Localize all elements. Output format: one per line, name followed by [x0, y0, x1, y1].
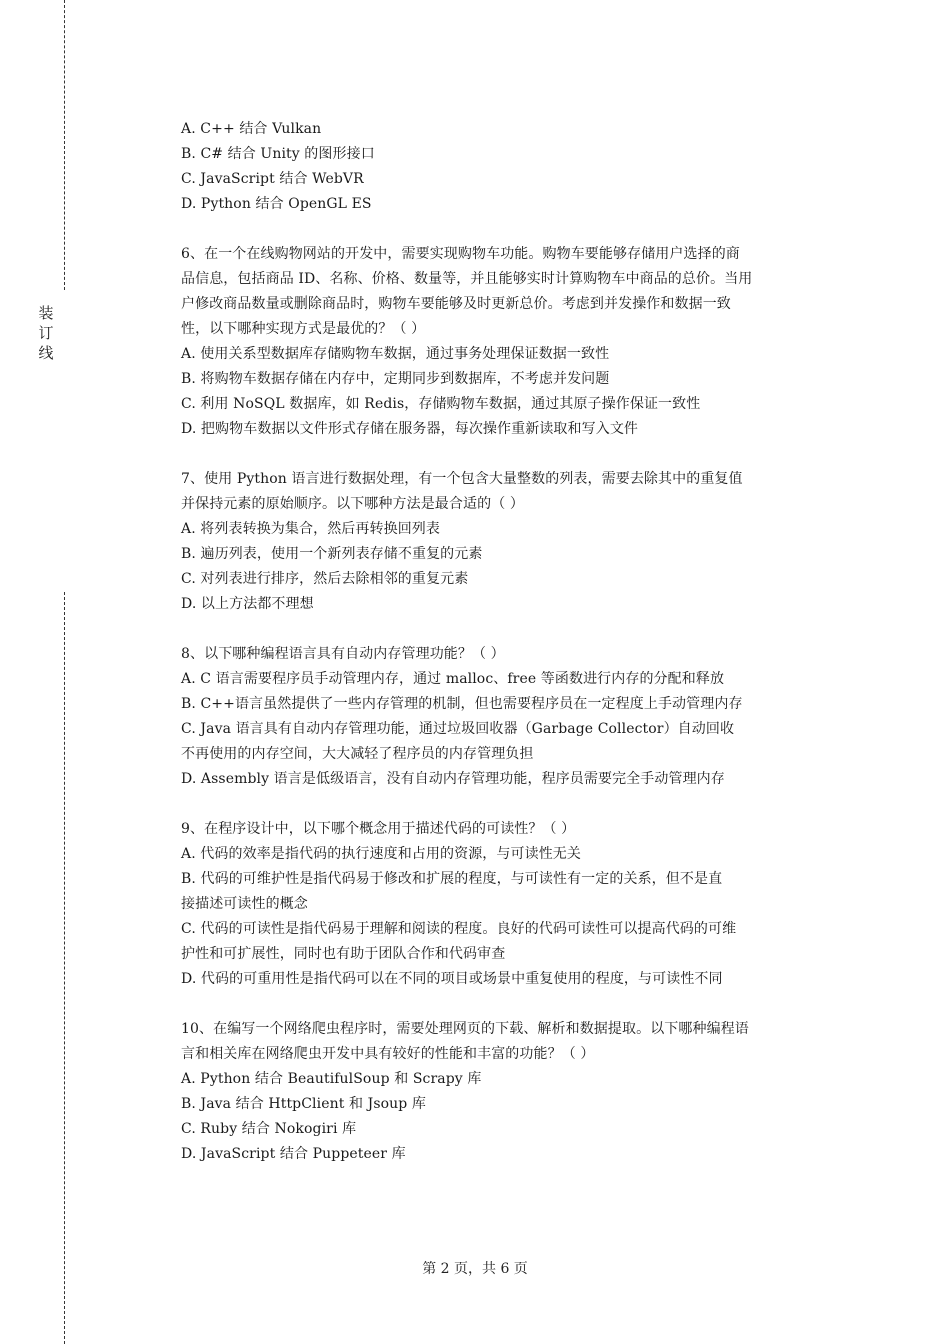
option-line: D. 代码的可重用性是指代码可以在不同的项目或场景中重复使用的程度，与可读性不同	[181, 971, 723, 987]
question-6	[181, 242, 841, 442]
prev-question-options	[181, 117, 841, 217]
question-stem-line: 品信息，包括商品 ID、名称、价格、数量等，并且能够实时计算购物车中商品的总价。当用	[181, 271, 753, 287]
option-line: A. 将列表转换为集合，然后再转换回列表	[181, 521, 441, 537]
option-line: A. Python 结合 BeautifulSoup 和 Scrapy 库	[181, 1071, 482, 1087]
binding-line-bottom	[64, 592, 65, 1344]
question-stem-line: 户修改商品数量或删除商品时，购物车要能够及时更新总价。考虑到并发操作和数据一致	[181, 296, 731, 312]
question-10	[181, 1017, 841, 1167]
option-line: 护性和可扩展性，同时也有助于团队合作和代码审查	[181, 946, 506, 962]
question-stem-line: 8、以下哪种编程语言具有自动内存管理功能？（ ）	[181, 646, 505, 662]
question-stem-line: 10、在编写一个网络爬虫程序时，需要处理网页的下载、解析和数据提取。以下哪种编程语	[181, 1021, 749, 1037]
option-line: C. JavaScript 结合 WebVR	[181, 171, 364, 187]
option-line: 不再使用的内存空间，大大减轻了程序员的内存管理负担	[181, 746, 534, 762]
option-line: 接描述可读性的概念	[181, 896, 308, 912]
option-line: D. Python 结合 OpenGL ES	[181, 196, 372, 212]
binding-char: 装	[38, 304, 54, 322]
question-9	[181, 817, 841, 992]
option-line: C. Ruby 结合 Nokogiri 库	[181, 1121, 357, 1137]
question-stem-line: 并保持元素的原始顺序。以下哪种方法是最合适的（ ）	[181, 496, 524, 512]
binding-line-top	[64, 0, 65, 290]
option-line: C. Java 语言具有自动内存管理功能，通过垃圾回收器（Garbage Collector）自动回收	[181, 721, 735, 737]
option-line: D. Assembly 语言是低级语言，没有自动内存管理功能，程序员需要完全手动管理内存	[181, 771, 725, 787]
binding-label	[37, 303, 55, 363]
option-line: A. 使用关系型数据库存储购物车数据，通过事务处理保证数据一致性	[181, 346, 610, 362]
option-line: D. 把购物车数据以文件形式存储在服务器，每次操作重新读取和写入文件	[181, 421, 639, 437]
binding-char: 线	[38, 344, 54, 362]
option-line: A. C 语言需要程序员手动管理内存，通过 malloc、free 等函数进行内存的分配和释放	[181, 671, 725, 687]
binding-char: 订	[38, 324, 54, 342]
option-line: A. C++ 结合 Vulkan	[181, 121, 322, 137]
question-stem-line: 言和相关库在网络爬虫开发中具有较好的性能和丰富的功能？（ ）	[181, 1046, 595, 1062]
question-stem-line: 7、使用 Python 语言进行数据处理，有一个包含大量整数的列表，需要去除其中的重复值	[181, 471, 743, 487]
option-line: A. 代码的效率是指代码的执行速度和占用的资源，与可读性无关	[181, 846, 582, 862]
option-line: B. Java 结合 HttpClient 和 Jsoup 库	[181, 1096, 426, 1112]
option-line: D. 以上方法都不理想	[181, 596, 314, 612]
option-line: B. 代码的可维护性是指代码易于修改和扩展的程度，与可读性有一定的关系，但不是直	[181, 871, 723, 887]
page-number-footer: 第 2 页，共 6 页	[422, 1261, 528, 1277]
option-line: C. 对列表进行排序，然后去除相邻的重复元素	[181, 571, 469, 587]
question-8	[181, 642, 841, 792]
option-line: B. C# 结合 Unity 的图形接口	[181, 146, 375, 162]
option-line: C. 利用 NoSQL 数据库，如 Redis，存储购物车数据，通过其原子操作保证一致性	[181, 396, 701, 412]
question-stem-line: 9、在程序设计中，以下哪个概念用于描述代码的可读性？（ ）	[181, 821, 576, 837]
question-stem-line: 性，以下哪种实现方式是最优的？（ ）	[181, 321, 426, 337]
exam-content	[181, 117, 841, 1167]
option-line: B. 将购物车数据存储在内存中，定期同步到数据库，不考虑并发问题	[181, 371, 610, 387]
option-line: C. 代码的可读性是指代码易于理解和阅读的程度。良好的代码可读性可以提高代码的可维	[181, 921, 737, 937]
option-line: B. 遍历列表，使用一个新列表存储不重复的元素	[181, 546, 483, 562]
option-line: B. C++语言虽然提供了一些内存管理的机制，但也需要程序员在一定程度上手动管理内存	[181, 696, 743, 712]
question-stem-line: 6、在一个在线购物网站的开发中，需要实现购物车功能。购物车要能够存储用户选择的商	[181, 246, 740, 262]
question-7	[181, 467, 841, 617]
option-line: D. JavaScript 结合 Puppeteer 库	[181, 1146, 406, 1162]
